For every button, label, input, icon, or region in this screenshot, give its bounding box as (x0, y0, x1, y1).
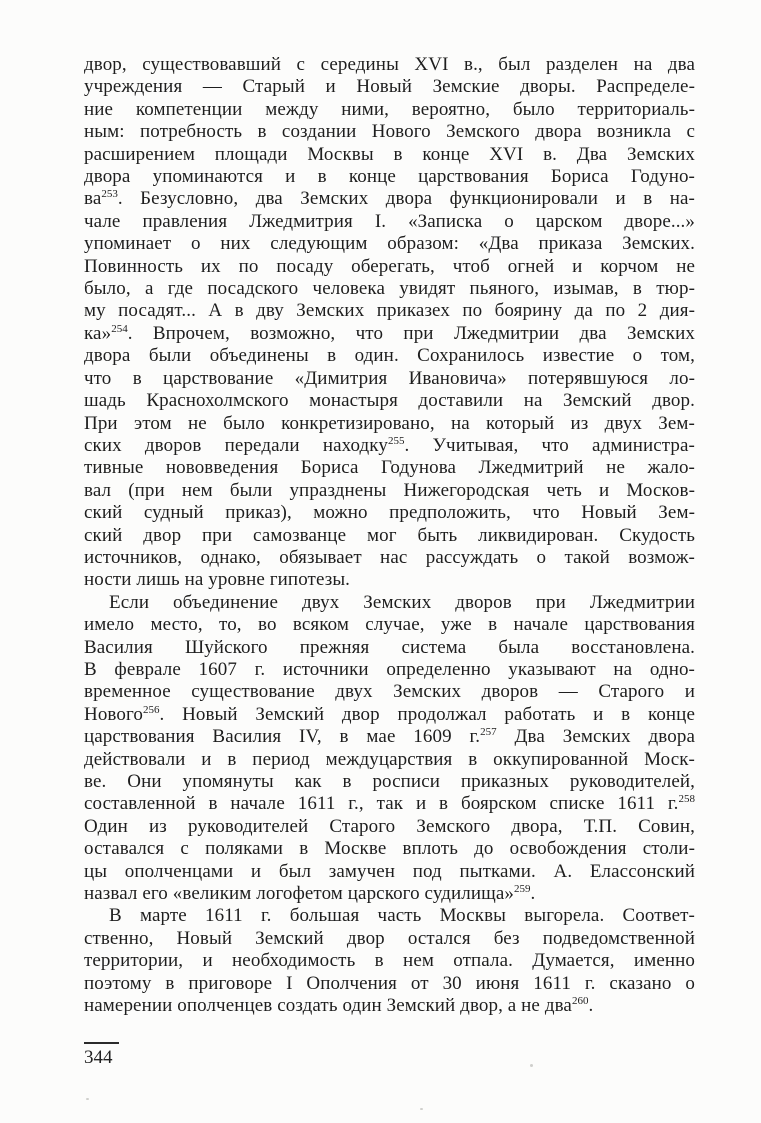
text-line: цы ополченцами и был замучен под пытками. А. Елассонский (84, 860, 695, 882)
text-line: намерении ополченцев создать один Земский двор, а не два$^{260}$. (84, 995, 594, 1017)
text-line: шадь Краснохолмского монастыря доставили на Земский двор. (84, 390, 695, 412)
text-line: расширением площади Москвы в конце XVI в. Два Земских (84, 143, 695, 165)
text-line: ка»$^{254}$. Впрочем, возможно, что при Лжедмитрии два Земских (84, 322, 695, 344)
text-line: территории, и необходимость в нем отпала. Думается, именно (84, 950, 695, 972)
scan-speck (86, 1098, 89, 1100)
text-line: ным: потребность в создании Нового Земского двора возникла с (84, 121, 695, 143)
text-line: двора упоминаются и в конце царствования Бориса Годуно- (84, 166, 695, 188)
text-line: источников, однако, обязывает нас рассуждать о такой возмож- (84, 546, 695, 568)
text-line: ственно, Новый Земский двор остался без подведомственной (84, 927, 695, 949)
text-line: двора были объединены в один. Сохранилось известие о том, (84, 345, 695, 367)
text-line: вал (при нем были упразднены Нижегородская четь и Москов- (84, 479, 695, 501)
text-line: В феврале 1607 г. источники определенно указывают на одно- (84, 658, 695, 680)
footnote-ref: 256 (142, 703, 160, 716)
text-line: ве. Они упомянуты как в росписи приказных руководителей, (84, 771, 695, 792)
footnote-ref: 255 (387, 434, 405, 447)
text-line: Повинность их по посаду оберегать, чтоб огней и корчом не (84, 255, 695, 277)
scan-speck (420, 1108, 423, 1110)
paragraph (84, 54, 695, 592)
text-line: Один из руководителей Старого Земского двора, Т.П. Совин, (84, 815, 695, 837)
page-number: 344 (84, 1042, 119, 1069)
text-line: При этом не было конкретизировано, на который из двух Зем- (84, 412, 695, 434)
text-line: ние компетенции между ними, вероятно, было территориаль- (84, 98, 695, 120)
text-line: составленной в начале 1611 г., так и в боярском списке 1611 г.$^{258}$ (84, 793, 695, 815)
text-line: поэтому в приговоре I Ополчения от 30 июня 1611 г. сказано о (84, 972, 695, 994)
footnote-ref: 260 (571, 995, 589, 1008)
text-line: царствования Василия IV, в мае 1609 г.$^{257}$ Два Земских двора (84, 726, 695, 748)
text-line: действовали и в период междуцарствия в оккупированной Моск- (84, 748, 695, 770)
text-line: оставался с поляками в Москве вплоть до освобождения столи- (84, 838, 695, 860)
paragraph (84, 905, 695, 1017)
body-text (84, 54, 695, 1017)
paragraph (84, 592, 695, 906)
text-line: му посадят... А в дву Земских приказех по боярину да по 2 дия- (84, 300, 695, 322)
text-line: ности лишь на уровне гипотезы. (84, 569, 351, 591)
text-line: тивные нововведения Бориса Годунова Лжедмитрий не жало- (84, 457, 695, 479)
text-line: двор, существовавший с середины XVI в., был разделен на два (84, 54, 695, 75)
text-line: назвал его «великим логофетом царского судилища»$^{259}$. (84, 883, 536, 905)
text-line: В марте 1611 г. большая часть Москвы выгорела. Соответ- (109, 905, 695, 927)
text-line: ских дворов передали находку$^{255}$. Учитывая, что администра- (84, 434, 695, 456)
footnote-ref: 257 (480, 726, 497, 739)
footnote-ref: 253 (101, 188, 118, 201)
text-line: что в царствование «Димитрия Ивановича» потерявшуюся ло- (84, 367, 695, 389)
text-line: Если объединение двух Земских дворов при Лжедмитрии (109, 591, 695, 613)
text-line: временное существование двух Земских дворов — Старого и (84, 681, 695, 703)
text-line: Нового$^{256}$. Новый Земский двор продолжал работать и в конце (84, 703, 695, 725)
text-line: было, а где посадского человека увидят пьяного, изымав, в тюр- (84, 278, 695, 300)
text-line: учреждения — Старый и Новый Земские дворы. Распределе- (84, 76, 695, 98)
text-line: упоминает о них следующим образом: «Два приказа Земских. (84, 233, 695, 255)
footnote-ref: 259 (514, 883, 531, 896)
text-line: ский двор при самозванце мог быть ликвидирован. Скудость (84, 524, 695, 546)
text-line: имело место, то, во всяком случае, уже в начале царствования (84, 614, 695, 636)
footnote-ref: 254 (111, 322, 128, 335)
text-line: чале правления Лжедмитрия I. «Записка о царском дворе...» (84, 210, 695, 232)
scan-speck (530, 1064, 533, 1067)
text-line: $ва^{253}$. Безусловно, два Земских двора функционировали и в на- (84, 188, 695, 210)
text-line: ский судный приказ), можно предположить, что Новый Зем- (84, 502, 695, 524)
footnote-ref: 258 (678, 793, 695, 806)
text-line: Василия Шуйского прежняя система была восстановлена. (84, 636, 695, 658)
page-footer (84, 1042, 119, 1069)
